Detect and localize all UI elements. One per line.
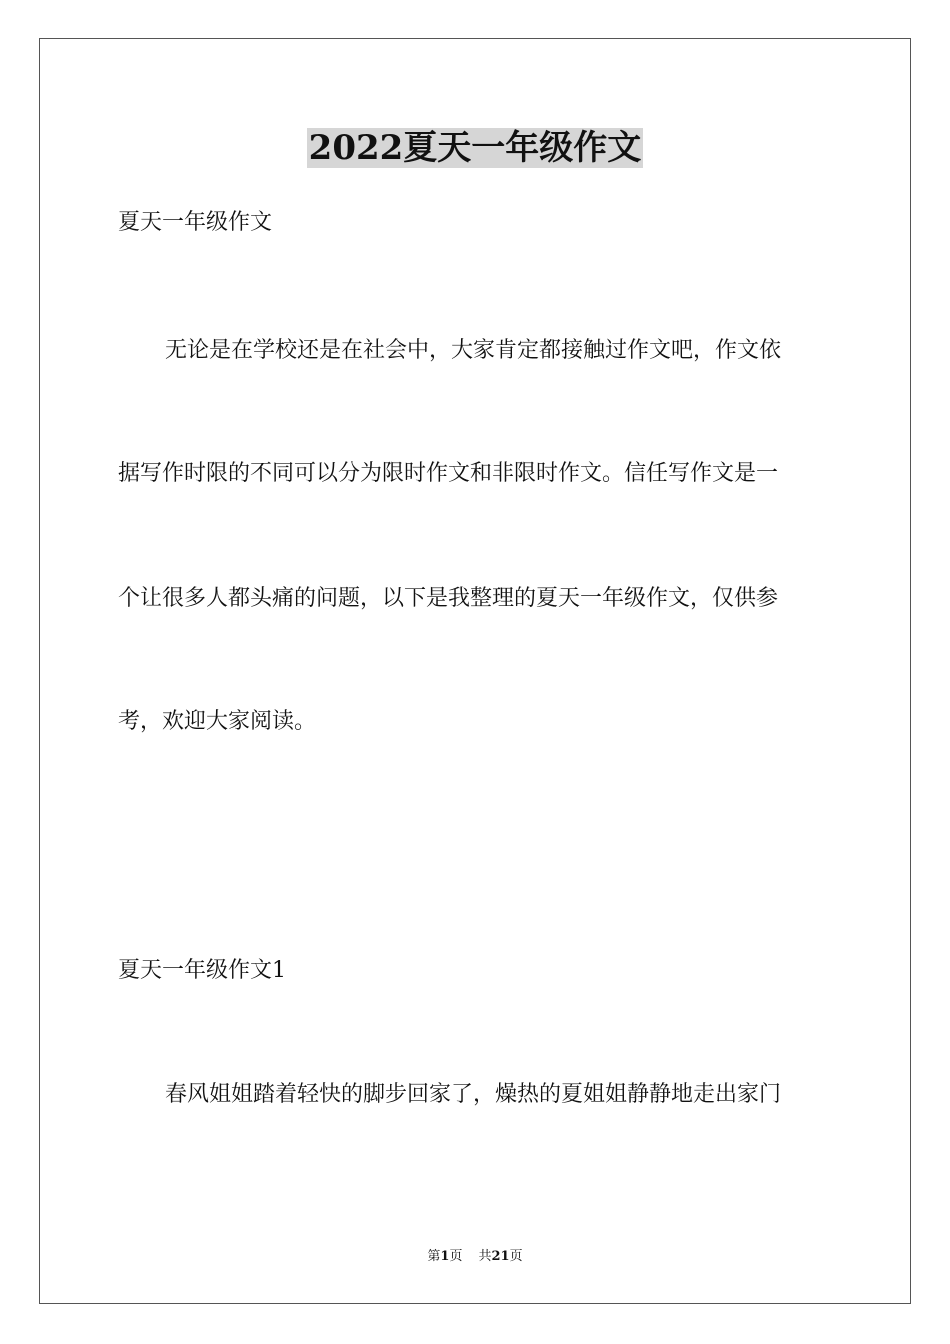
footer-page-number: 1 bbox=[440, 1249, 450, 1264]
intro-line-4: 考，欢迎大家阅读。 bbox=[118, 709, 317, 734]
footer-total-prefix: 共 bbox=[478, 1249, 492, 1264]
page-footer bbox=[0, 1248, 950, 1266]
intro-line-3: 个让很多人都头痛的问题，以下是我整理的夏天一年级作文，仅供参 bbox=[118, 586, 779, 611]
intro-line-2: 据写作时限的不同可以分为限时作文和非限时作文。信任写作文是一 bbox=[118, 461, 779, 486]
section-heading: 夏天一年级作文1 bbox=[118, 958, 286, 983]
footer-total-suffix: 页 bbox=[509, 1249, 523, 1264]
footer-total-pages: 21 bbox=[491, 1249, 510, 1264]
intro-line-1: 无论是在学校还是在社会中，大家肯定都接触过作文吧，作文依 bbox=[165, 338, 782, 363]
footer-page-prefix: 第 bbox=[427, 1249, 441, 1264]
footer-page-suffix: 页 bbox=[449, 1249, 463, 1264]
section-line-1: 春风姐姐踏着轻快的脚步回家了，燥热的夏姐姐静静地走出家门 bbox=[165, 1082, 782, 1107]
document-title-text: 2022夏天一年级作文 bbox=[308, 128, 642, 168]
document-subtitle: 夏天一年级作文 bbox=[118, 210, 273, 235]
document-title bbox=[0, 126, 950, 170]
